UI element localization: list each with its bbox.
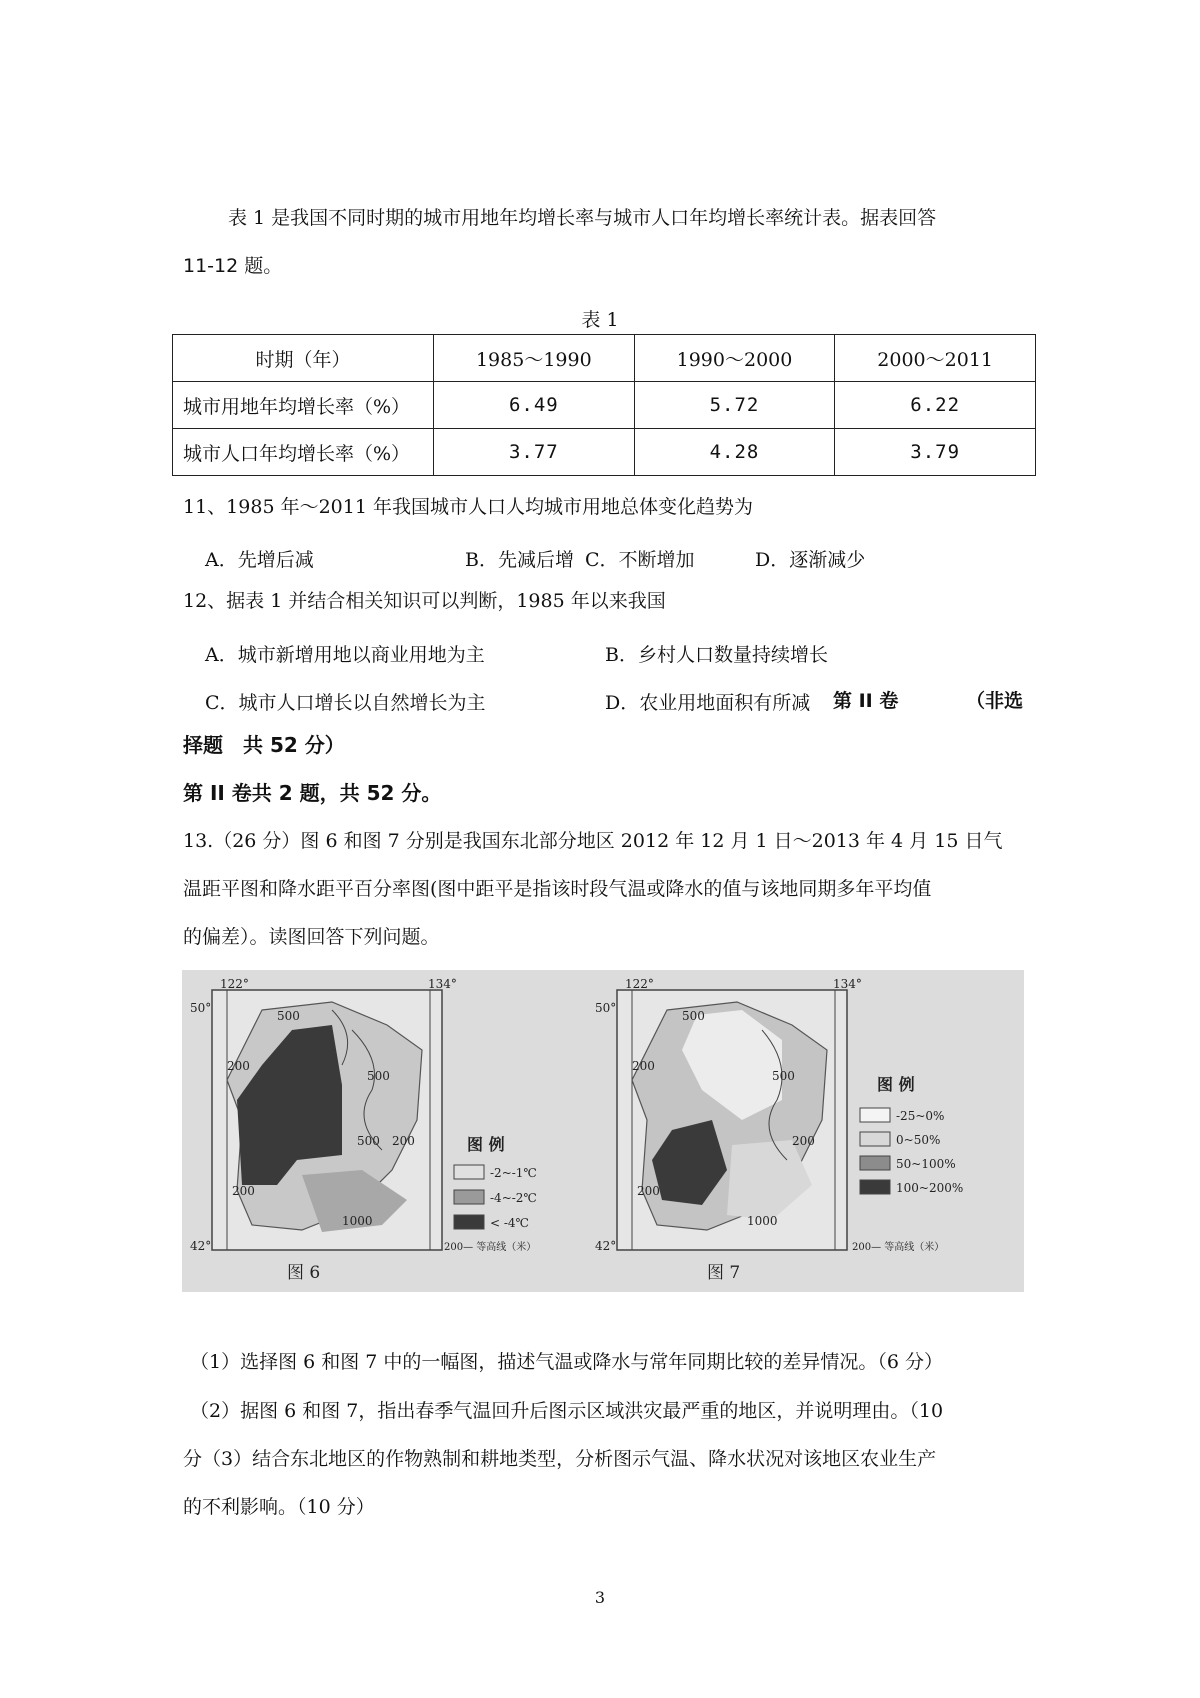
- fig7-legend-swatch: [860, 1180, 890, 1194]
- fig7-label: 500: [772, 1069, 795, 1083]
- fig7-legend-title: 图 例: [877, 1075, 915, 1094]
- q12-option-a: A．城市新增用地以商业用地为主: [205, 644, 485, 666]
- table-header-cell: 1985～1990: [434, 335, 635, 382]
- q12-option-d: D．农业用地面积有所减: [605, 692, 811, 714]
- fig6-label: 134°: [428, 977, 457, 991]
- fig7-caption: 图 7: [707, 1263, 741, 1283]
- fig7-label: 122°: [625, 977, 654, 991]
- table-1: [172, 334, 1036, 476]
- table-cell: 3.79: [835, 429, 1036, 476]
- table-row-label: 城市人口年均增长率（%）: [173, 429, 434, 476]
- intro-line-2: 11-12 题。: [183, 255, 283, 277]
- fig7-legend-swatch: [860, 1156, 890, 1170]
- fig7-contour-note: 200— 等高线（米）: [852, 1242, 945, 1253]
- table-header-cell: 2000～2011: [835, 335, 1036, 382]
- fig6-label: 200: [227, 1059, 250, 1073]
- table-caption: 表 1: [581, 309, 619, 331]
- table-header-row: [173, 335, 1036, 382]
- table-cell: 4.28: [634, 429, 835, 476]
- q11-option-a: A．先增后减: [205, 549, 314, 571]
- sub-question-2: （2）据图 6 和图 7，指出春季气温回升后图示区域洪灾最严重的地区，并说明理由。（10: [190, 1400, 944, 1422]
- fig6-legend-swatch: [454, 1215, 484, 1229]
- table-row: [173, 382, 1036, 429]
- fig6-label: 1000: [342, 1214, 373, 1228]
- sub-question-4: 的不利影响。（10 分）: [183, 1496, 375, 1518]
- intro-line-1: 表 1 是我国不同时期的城市用地年均增长率与城市人口年均增长率统计表。据表回答: [228, 207, 937, 229]
- q11-option-d: D．逐渐减少: [755, 549, 866, 571]
- section-title-part1: 第 II 卷: [833, 690, 899, 712]
- table-cell: 3.77: [434, 429, 635, 476]
- q11-stem: 11、1985 年～2011 年我国城市人口人均城市用地总体变化趋势为: [183, 496, 753, 518]
- fig7-label: 1000: [747, 1214, 778, 1228]
- q13-line-2: 温距平图和降水距平百分率图(图中距平是指该时段气温或降水的值与该地同期多年平均值: [183, 878, 932, 900]
- fig6-label: 500: [357, 1134, 380, 1148]
- table-header-cell: 时期（年）: [173, 335, 434, 382]
- fig7-label: 200: [632, 1059, 655, 1073]
- fig6-legend-label: < -4℃: [490, 1216, 529, 1230]
- section-title-part2: （非选: [966, 690, 1024, 712]
- figure-maps: [182, 970, 1024, 1292]
- fig6-legend-swatch: [454, 1165, 484, 1179]
- q12-option-b: B．乡村人口数量持续增长: [605, 644, 828, 666]
- q11-option-b: B．先减后增: [465, 549, 574, 571]
- q13-line-3: 的偏差）。读图回答下列问题。: [183, 926, 440, 948]
- fig7-legend-swatch: [860, 1132, 890, 1146]
- fig6-label: 42°: [190, 1239, 212, 1253]
- page-number: 3: [594, 1588, 606, 1607]
- q13-line-1: 13.（26 分）图 6 和图 7 分别是我国东北部分地区 2012 年 12 月 1 日～2013 年 4 月 15 日气: [183, 830, 1003, 852]
- table-row: [173, 429, 1036, 476]
- fig6-label: 200: [392, 1134, 415, 1148]
- fig7-legend-label: 0~50%: [896, 1133, 941, 1147]
- table-cell: 6.22: [835, 382, 1036, 429]
- fig7-label: 200: [792, 1134, 815, 1148]
- fig6-legend-swatch: [454, 1190, 484, 1204]
- q11-option-c: C．不断增加: [585, 549, 695, 571]
- fig7-legend-label: -25~0%: [896, 1109, 945, 1123]
- fig7-legend-label: 100~200%: [896, 1181, 964, 1195]
- fig6-caption: 图 6: [287, 1263, 321, 1283]
- section-title-line2: 择题 共 52 分）: [183, 733, 345, 757]
- fig6-legend-label: -2~-1℃: [490, 1166, 537, 1180]
- section-subtitle: 第 II 卷共 2 题，共 52 分。: [183, 781, 442, 805]
- fig7-label: 200: [637, 1184, 660, 1198]
- fig6-label: 122°: [220, 977, 249, 991]
- fig7-label: 50°: [595, 1001, 617, 1015]
- q12-stem: 12、据表 1 并结合相关知识可以判断，1985 年以来我国: [183, 590, 666, 612]
- q12-option-c: C．城市人口增长以自然增长为主: [205, 692, 486, 714]
- table-row-label: 城市用地年均增长率（%）: [173, 382, 434, 429]
- fig6-label: 200: [232, 1184, 255, 1198]
- fig6-contour-note: 200— 等高线（米）: [444, 1242, 537, 1253]
- fig6-legend-label: -4~-2℃: [490, 1191, 537, 1205]
- fig6-legend-title: 图 例: [467, 1135, 505, 1154]
- fig6-label: 500: [367, 1069, 390, 1083]
- table-header-cell: 1990～2000: [634, 335, 835, 382]
- fig6-label: 500: [277, 1009, 300, 1023]
- fig7-label: 500: [682, 1009, 705, 1023]
- fig7-label: 42°: [595, 1239, 617, 1253]
- fig7-legend-label: 50~100%: [896, 1157, 956, 1171]
- sub-question-1: （1）选择图 6 和图 7 中的一幅图，描述气温或降水与常年同期比较的差异情况。（6 分）: [190, 1351, 944, 1373]
- fig7-label: 134°: [833, 977, 862, 991]
- table-cell: 5.72: [634, 382, 835, 429]
- fig7-legend-swatch: [860, 1108, 890, 1122]
- sub-question-3: 分（3）结合东北地区的作物熟制和耕地类型，分析图示气温、降水状况对该地区农业生产: [183, 1448, 937, 1470]
- table-cell: 6.49: [434, 382, 635, 429]
- fig6-label: 50°: [190, 1001, 212, 1015]
